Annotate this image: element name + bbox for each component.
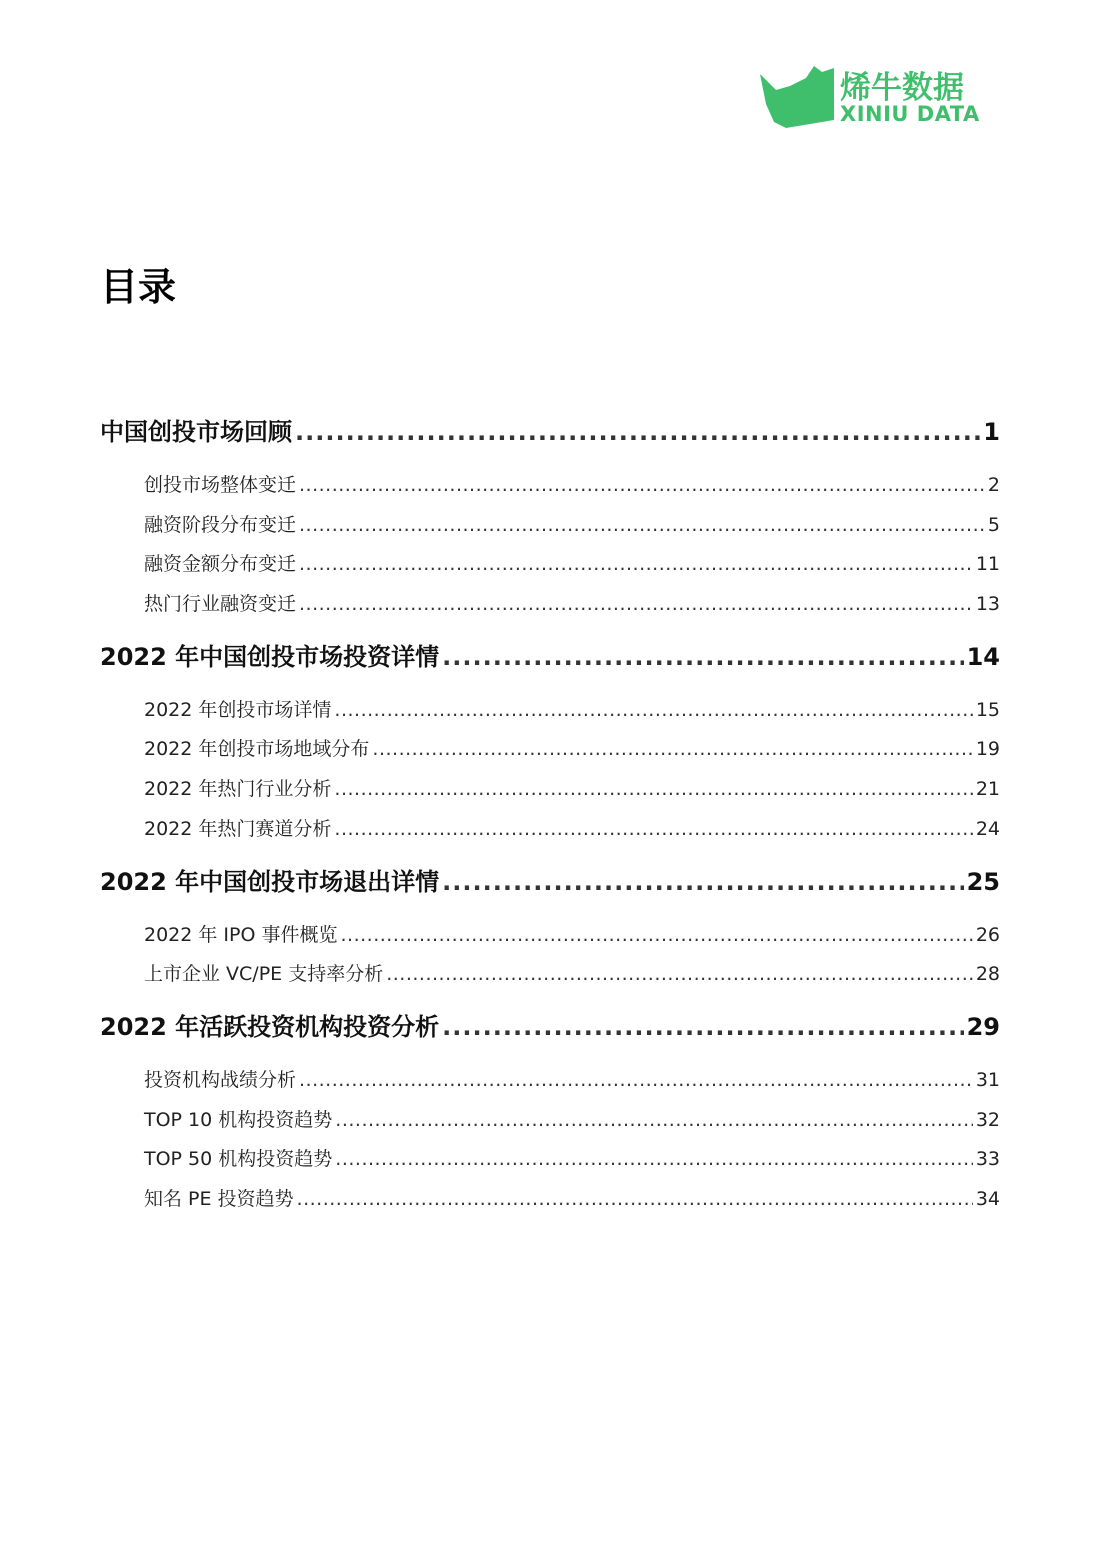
dot-leader: [442, 637, 963, 677]
dot-leader: [386, 955, 973, 995]
toc-entry-label: 2022 年热门赛道分析: [144, 817, 332, 840]
toc-section[interactable]: [100, 637, 1000, 677]
toc-entry-label: 热门行业融资变迁: [144, 593, 297, 616]
toc-entry[interactable]: [100, 1101, 1000, 1141]
brand-logo: [756, 62, 996, 132]
toc-page-number: 14: [966, 642, 1000, 671]
dot-leader: [335, 1101, 973, 1141]
toc-page-number: 26: [975, 923, 1000, 946]
toc-section[interactable]: [100, 862, 1000, 902]
toc-entry-label: 融资金额分布变迁: [144, 553, 297, 576]
toc-entry-label: 2022 年热门行业分析: [144, 778, 332, 801]
toc-entry-label: 知名 PE 投资趋势: [144, 1187, 294, 1210]
toc-entry[interactable]: [100, 916, 1000, 956]
dot-leader: [299, 506, 985, 546]
toc-entry-label: 2022 年创投市场地域分布: [144, 738, 370, 761]
rhino-icon: [756, 64, 836, 128]
dot-leader: [442, 862, 963, 902]
toc-page-number: 28: [975, 963, 1000, 986]
dot-leader: [299, 466, 985, 506]
dot-leader: [299, 545, 973, 585]
dot-leader: [334, 770, 972, 810]
toc-entry[interactable]: [100, 545, 1000, 585]
page-title: 目录: [100, 265, 177, 309]
dot-leader: [299, 1061, 973, 1101]
toc-entry-label: 创投市场整体变迁: [144, 474, 297, 496]
logo-text-en: XINIU DATA: [840, 102, 980, 126]
toc-section[interactable]: [100, 412, 1000, 452]
toc-page-number: 29: [966, 1012, 1000, 1041]
toc-entry[interactable]: [100, 466, 1000, 506]
toc-page-number: 32: [975, 1108, 1000, 1131]
toc-page-number: 2: [987, 474, 1000, 496]
toc-page-number: 31: [975, 1068, 1000, 1091]
toc-entry-label: TOP 10 机构投资趋势: [144, 1108, 333, 1131]
dot-leader: [299, 585, 973, 625]
toc-page-number: 25: [966, 867, 1000, 896]
toc-entry-label: TOP 50 机构投资趋势: [144, 1148, 333, 1171]
toc-page-number: 24: [975, 817, 1000, 840]
toc-page-number: 34: [975, 1187, 1000, 1210]
logo-text-cn: 烯牛数据: [840, 70, 964, 106]
toc-page-number: 1: [983, 418, 1000, 446]
toc-page-number: 13: [975, 593, 1000, 616]
dot-leader: [295, 412, 980, 452]
toc-page-number: 11: [975, 553, 1000, 576]
toc-entry[interactable]: [100, 1061, 1000, 1101]
toc-section-label: 2022 年中国创投市场退出详情: [100, 867, 440, 896]
toc-page-number: 5: [987, 513, 1000, 536]
dot-leader: [442, 1007, 963, 1047]
dot-leader: [372, 730, 972, 770]
dot-leader: [341, 916, 973, 956]
dot-leader: [334, 810, 972, 850]
table-of-contents: [100, 412, 1000, 1220]
toc-entry[interactable]: [100, 1180, 1000, 1220]
toc-entry[interactable]: [100, 770, 1000, 810]
toc-page-number: 21: [975, 778, 1000, 801]
toc-entry[interactable]: [100, 585, 1000, 625]
toc-section-label: 2022 年中国创投市场投资详情: [100, 642, 440, 671]
toc-entry-label: 投资机构战绩分析: [144, 1068, 297, 1091]
toc-section-label: 2022 年活跃投资机构投资分析: [100, 1012, 440, 1041]
dot-leader: [334, 691, 972, 731]
toc-entry[interactable]: [100, 1140, 1000, 1180]
toc-entry-label: 上市企业 VC/PE 支持率分析: [144, 963, 384, 986]
toc-page-number: 33: [975, 1148, 1000, 1171]
toc-page-number: 19: [975, 738, 1000, 761]
toc-section[interactable]: [100, 1007, 1000, 1047]
toc-entry[interactable]: [100, 955, 1000, 995]
toc-entry[interactable]: [100, 506, 1000, 546]
dot-leader: [297, 1180, 973, 1220]
toc-section-label: 中国创投市场回顾: [100, 418, 292, 446]
toc-entry[interactable]: [100, 810, 1000, 850]
toc-entry[interactable]: [100, 730, 1000, 770]
toc-entry-label: 融资阶段分布变迁: [144, 513, 297, 536]
dot-leader: [335, 1140, 973, 1180]
toc-entry-label: 2022 年 IPO 事件概览: [144, 923, 338, 946]
toc-entry[interactable]: [100, 691, 1000, 731]
toc-page-number: 15: [975, 698, 1000, 721]
toc-entry-label: 2022 年创投市场详情: [144, 698, 332, 721]
